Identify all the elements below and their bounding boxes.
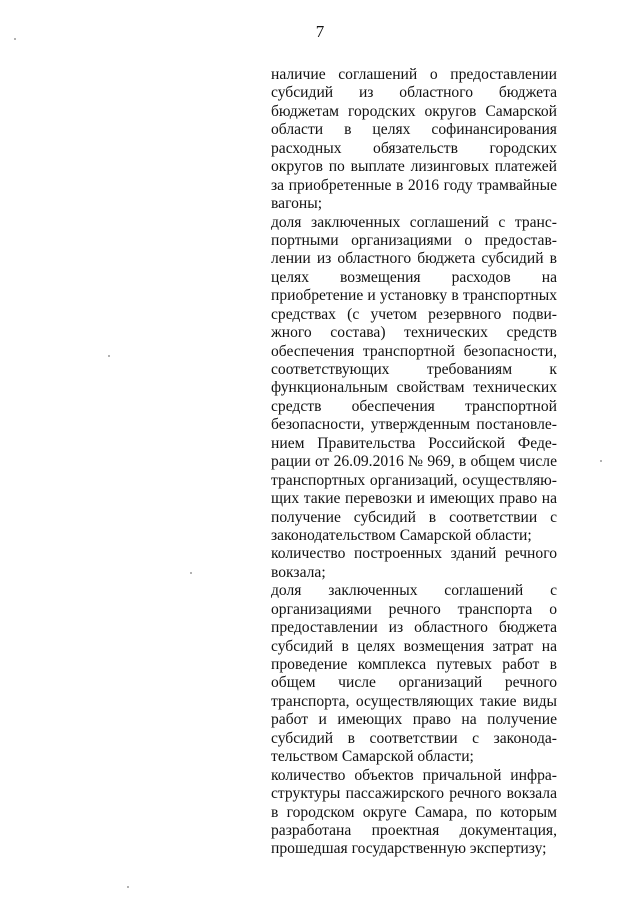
page-number: 7 <box>315 22 325 41</box>
text-line: проведение комплекса путевых работ в <box>271 656 557 673</box>
paragraph <box>271 545 557 582</box>
paragraph <box>271 66 557 214</box>
text-line: транспорта, осуществляющих такие виды <box>271 692 557 710</box>
scan-speck <box>14 38 16 40</box>
text-line: количество объектов причальной инфра- <box>271 766 557 784</box>
text-column <box>271 66 557 859</box>
text-line: субсидий в целях возмещения затрат на <box>271 637 557 655</box>
text-line: обеспечения транспортной безопасности, <box>271 342 557 360</box>
text-line: количество построенных зданий речного <box>271 545 557 563</box>
text-line: функциональным свойствам технических <box>271 379 557 397</box>
text-line: вагоны; <box>271 195 323 213</box>
text-line: округов по выплате лизинговых платежей <box>271 158 557 176</box>
text-line: приобретение и установку в транспортных <box>271 287 557 305</box>
text-line: целях возмещения расходов на <box>271 268 557 286</box>
text-line: щих такие перевозки и имеющих право на <box>271 490 557 508</box>
text-line: жного состава) технических средств <box>271 324 557 342</box>
text-line: транспортных организаций, осуществляю- <box>271 471 557 489</box>
scan-speck <box>108 355 110 357</box>
text-line: соответствующих требованиям к <box>271 361 557 378</box>
text-line: нием Правительства Российской Феде- <box>271 434 557 452</box>
paragraph <box>271 582 557 766</box>
text-line: предоставлении из областного бюджета <box>271 619 557 637</box>
text-line: общем числе организаций речного <box>271 674 557 692</box>
text-line: доля заключенных соглашений с <box>271 582 557 600</box>
text-line: средств обеспечения транспортной <box>271 397 557 415</box>
text-line: тельством Самарской области; <box>271 748 474 766</box>
text-line: расходных обязательств городских <box>271 139 557 157</box>
text-line: вокзала; <box>271 563 326 581</box>
text-line: безопасности, утвержденным постановле- <box>271 416 557 434</box>
scan-speck <box>127 886 129 888</box>
text-line: портными организациями о предостав- <box>271 231 557 249</box>
scan-speck <box>600 460 602 462</box>
text-line: в городском округе Самара, по которым <box>271 803 557 821</box>
text-line: прошедшая государственную экспертизу; <box>271 840 547 858</box>
paragraph <box>271 214 557 546</box>
text-line: организациями речного транспорта о <box>271 600 557 618</box>
text-line: получение субсидий в соответствии с <box>271 508 557 526</box>
text-line: наличие соглашений о предоставлении <box>271 66 557 83</box>
text-line: субсидий в соответствии с законода- <box>271 729 557 747</box>
text-line: лении из областного бюджета субсидий в <box>271 250 557 268</box>
text-line: законодательством Самарской области; <box>271 526 532 544</box>
text-line: доля заключенных соглашений с транс- <box>271 213 557 231</box>
text-line: бюджетам городских округов Самарской <box>271 102 557 120</box>
text-line: структуры пассажирского речного вокзала <box>271 785 557 803</box>
text-line: средствах (с учетом резервного подви- <box>271 305 557 323</box>
text-line: работ и имеющих право на получение <box>271 711 557 729</box>
text-line: за приобретенные в 2016 году трамвайные <box>271 176 557 194</box>
scan-speck <box>190 572 192 574</box>
text-line: субсидий из областного бюджета <box>271 84 557 102</box>
text-line: рации от 26.09.2016 № 969, в общем числе <box>271 453 557 471</box>
paragraph <box>271 767 557 859</box>
text-line: разработана проектная документация, <box>271 821 557 839</box>
text-line: области в целях софинансирования <box>271 121 557 139</box>
